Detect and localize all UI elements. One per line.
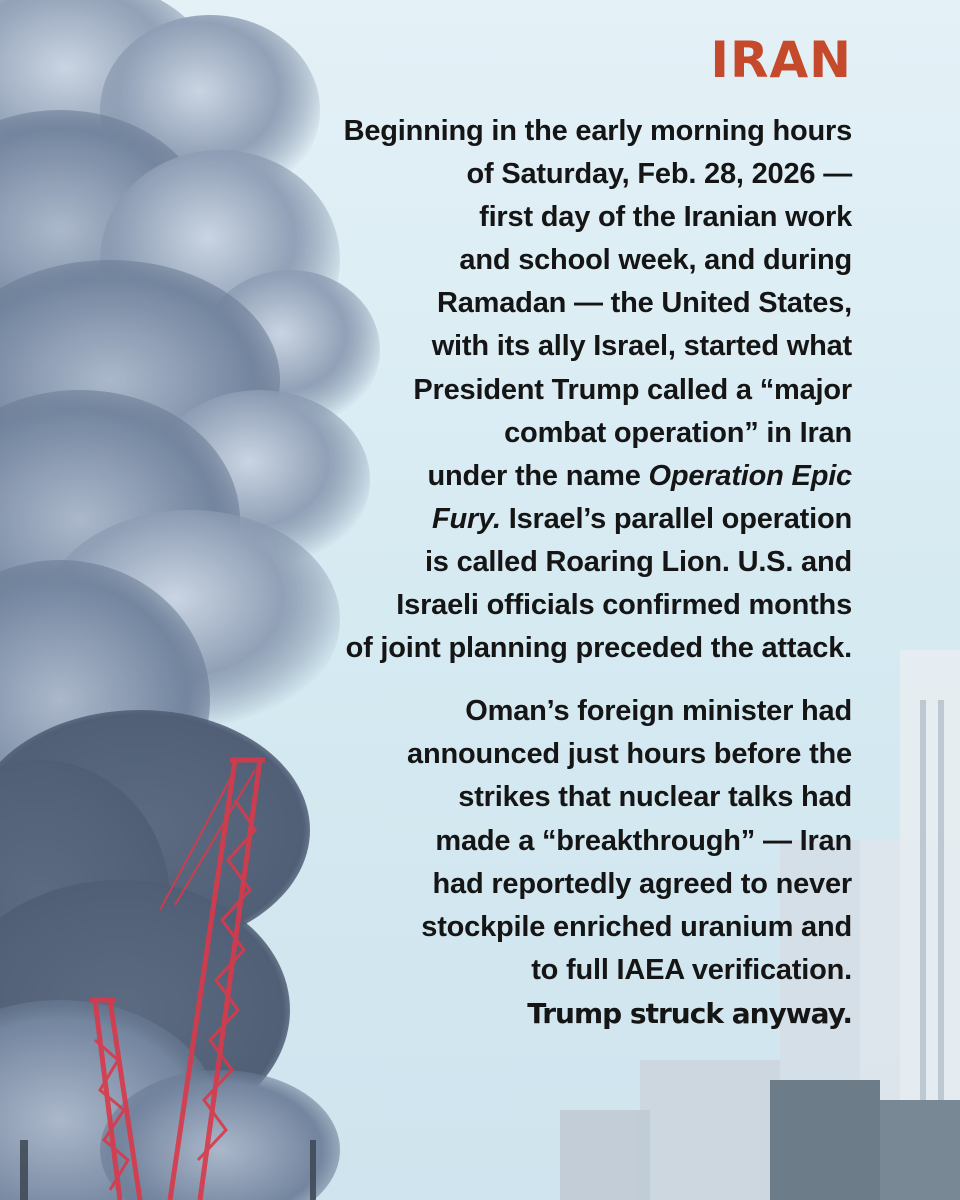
text-line <box>252 455 852 498</box>
page-title: IRAN <box>710 31 852 89</box>
text-line <box>252 498 852 541</box>
text-line: to full IAEA verification. <box>531 953 852 986</box>
kicker-line: Trump struck anyway. <box>527 996 852 1030</box>
text-line: is called Roaring Lion. U.S. and <box>424 545 852 578</box>
text-line: of joint planning preceded the attack. <box>345 632 852 665</box>
text-line: made a “breakthrough” — Iran <box>435 824 852 857</box>
text-line: first day of the Iranian work <box>479 201 852 234</box>
paragraph-2 <box>252 690 852 1035</box>
paragraph-1 <box>252 110 852 670</box>
text-panel <box>252 30 852 1035</box>
text-line: President Trump called a “major <box>413 373 852 406</box>
text-line: had reportedly agreed to never <box>432 867 852 900</box>
text-line: Israeli officials confirmed months <box>396 589 852 622</box>
text-line: and school week, and during <box>459 244 852 277</box>
text-segment: Israel’s parallel operation <box>508 502 852 535</box>
text-line: of Saturday, Feb. 28, 2026 — <box>466 158 852 191</box>
operation-name-italic: Operation Epic <box>648 459 852 492</box>
text-line: announced just hours before the <box>407 738 852 771</box>
operation-name-italic: Fury. <box>432 502 501 535</box>
text-line: Beginning in the early morning hours <box>343 115 852 147</box>
text-line: stockpile enriched uranium and <box>421 910 852 943</box>
text-line: with its ally Israel, started what <box>431 330 852 363</box>
text-segment: under the name <box>427 459 641 492</box>
text-line: Oman’s foreign minister had <box>465 695 852 728</box>
text-line: strikes that nuclear talks had <box>458 781 852 814</box>
text-line: combat operation” in Iran <box>504 416 852 449</box>
text-line: Ramadan — the United States, <box>437 287 852 320</box>
